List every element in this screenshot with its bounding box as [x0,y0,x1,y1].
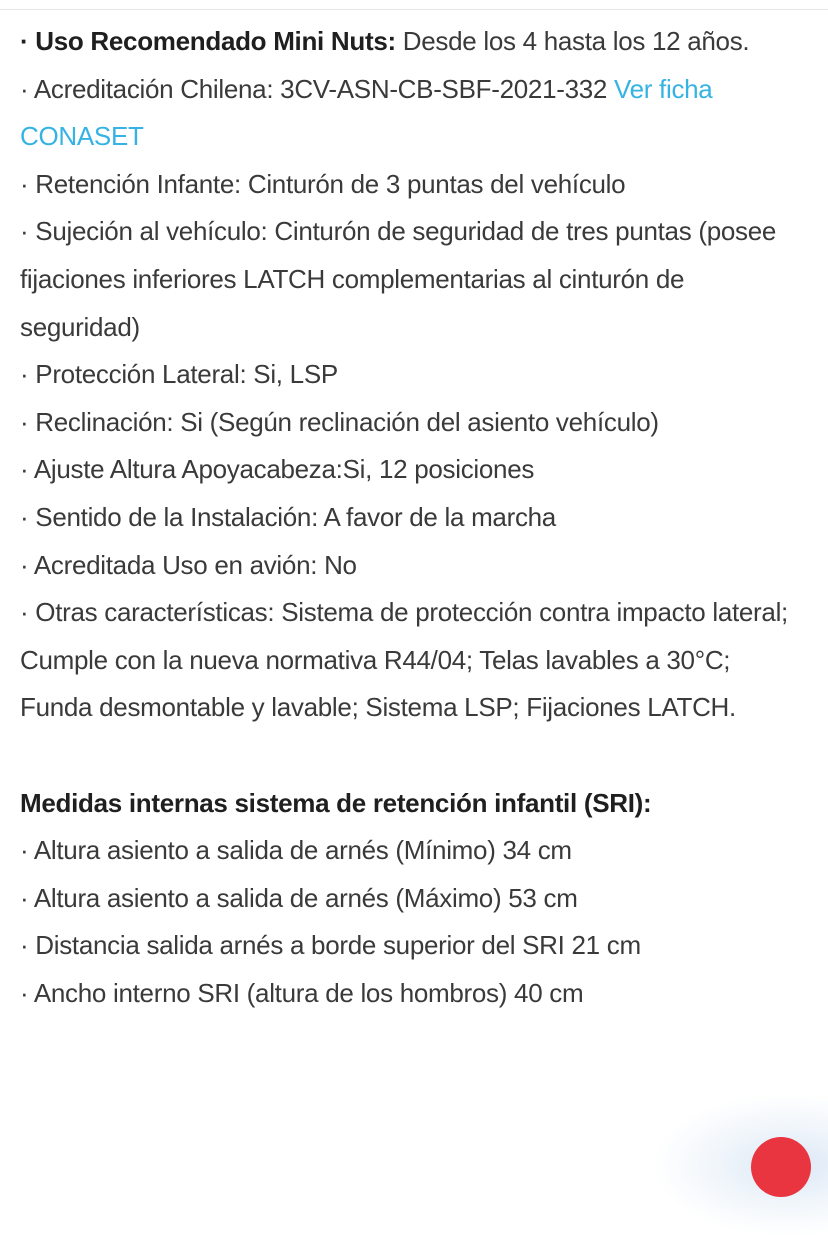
spec-reclinacion: · Reclinación: Si (Según reclinación del asiento vehículo) [20,406,659,437]
measure-distancia-salida-arnes: · Distancia salida arnés a borde superior del SRI 21 cm [20,930,641,961]
spec-acreditacion-chilena-value: · Acreditación Chilena: 3CV-ASN-CB-SBF-2021-332 [20,73,614,104]
spec-proteccion-lateral: · Protección Lateral: Si, LSP [20,359,338,390]
floating-action-button[interactable] [751,1137,811,1197]
spec-retencion-infante: · Retención Infante: Cinturón de 3 puntas del vehículo [20,168,626,199]
measure-ancho-interno-sri: · Ancho interno SRI (altura de los hombros) 40 cm [20,977,584,1008]
spec-acreditada-uso-avion: · Acreditada Uso en avión: No [20,549,357,580]
spec-sentido-instalacion: · Sentido de la Instalación: A favor de la marcha [20,501,556,532]
section-divider [0,9,828,10]
measure-altura-arnes-minimo: · Altura asiento a salida de arnés (Mínimo) 34 cm [20,835,572,866]
spec-uso-recomendado-value: Desde los 4 hasta los 12 años. [395,26,750,56]
measure-altura-arnes-maximo: · Altura asiento a salida de arnés (Máximo) 53 cm [20,882,578,913]
spec-sujecion-vehiculo: · Sujeción al vehículo: Cinturón de seguridad de tres puntas (posee fijaciones inferiores LATCH complementarias al cinturón de seguridad) [20,216,777,342]
spec-otras-caracteristicas: · Otras características: Sistema de protección contra impacto lateral; Cumple con la nueva normativa R44/04; Telas lavables a 30°C; Funda desmontable y lavable; Sistema LSP; Fijaciones LATCH. [20,597,788,723]
ver-ficha-conaset-link[interactable]: Ver ficha CONASET [20,73,713,152]
spec-uso-recomendado [20,18,800,66]
spec-ajuste-altura-apoyacabeza: · Ajuste Altura Apoyacabeza:Si, 12 posiciones [20,454,535,485]
measures-heading: Medidas internas sistema de retención infantil (SRI): [20,787,652,818]
spec-acreditacion-chilena [20,66,800,161]
spec-uso-recomendado-label: · Uso Recomendado Mini Nuts: [20,26,396,56]
product-specs-section [20,18,800,1017]
